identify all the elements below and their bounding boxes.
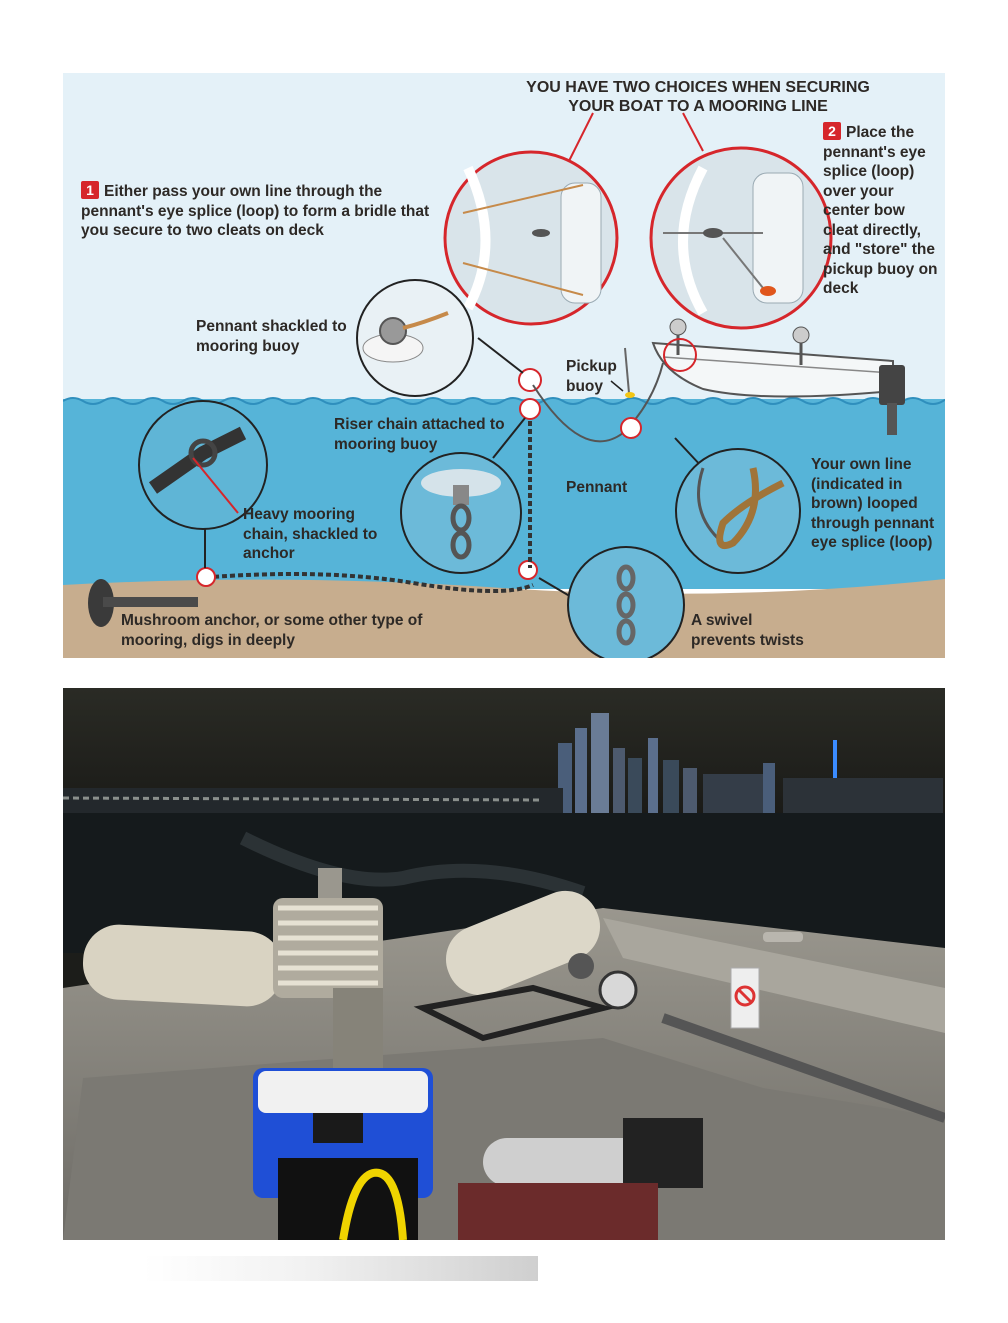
anchor-shackle-marker: [197, 568, 215, 586]
cooler: [253, 1068, 433, 1240]
photo-illustration: [63, 688, 945, 1240]
footer-gradient-bar: [143, 1256, 538, 1281]
diagram-illustration: [63, 73, 945, 658]
detail-circle-center-cleat: [651, 148, 831, 328]
label-pickup-buoy: Pickup buoy: [566, 358, 617, 395]
choice1-text: [81, 181, 441, 241]
deck-mat: [458, 1183, 658, 1240]
detail-circle-own-line: [676, 449, 800, 573]
choice1-label: Either pass your own line through the pennant's eye splice (loop) to form a bridle that you secure to two cleats on deck: [81, 183, 430, 239]
choice2-text: [823, 122, 938, 299]
label-pennant-shackled: Pennant shackled to mooring buoy: [196, 318, 347, 355]
detail-circle-riser: [401, 453, 521, 573]
riser-shackle-marker: [520, 399, 540, 419]
label-pennant: Pennant: [566, 479, 628, 496]
fender-left: [81, 923, 285, 1008]
label-riser-chain: Riser chain attached to mooring buoy: [334, 416, 505, 453]
no-smoking-sign: [731, 968, 759, 1028]
detail-circle-pennant-shackle: [357, 280, 473, 396]
cleat-icon: [763, 932, 803, 942]
swivel-marker: [519, 561, 537, 579]
label-heavy-chain: Heavy mooring chain, shackled to anchor: [243, 506, 378, 562]
label-mushroom-anchor: Mushroom anchor, or some other type of mooring, digs in deeply: [121, 612, 423, 649]
choice2-badge: 2: [823, 122, 841, 140]
choice1-badge: 1: [81, 181, 99, 199]
mooring-diagram: [63, 73, 945, 658]
detail-circle-swivel: [568, 547, 684, 658]
pickup-buoy-float: [625, 392, 635, 398]
boat-deck-photo: [63, 688, 945, 1240]
detail-circle-bridle: [445, 152, 617, 324]
pickup-buoy-marker: [621, 418, 641, 438]
label-own-line: Your own line (indicated in brown) looped through pennant eye splice (loop): [811, 456, 935, 551]
diagram-title: YOU HAVE TWO CHOICES WHEN SECURING YOUR BOAT TO A MOORING LINE: [526, 79, 870, 115]
choice2-label: Place the pennant's eye splice (loop) over your center bow cleat directly, and "store" the pickup buoy on deck: [823, 124, 938, 297]
anchor-shank: [103, 597, 198, 607]
label-swivel: A swivel prevents twists: [691, 612, 804, 649]
